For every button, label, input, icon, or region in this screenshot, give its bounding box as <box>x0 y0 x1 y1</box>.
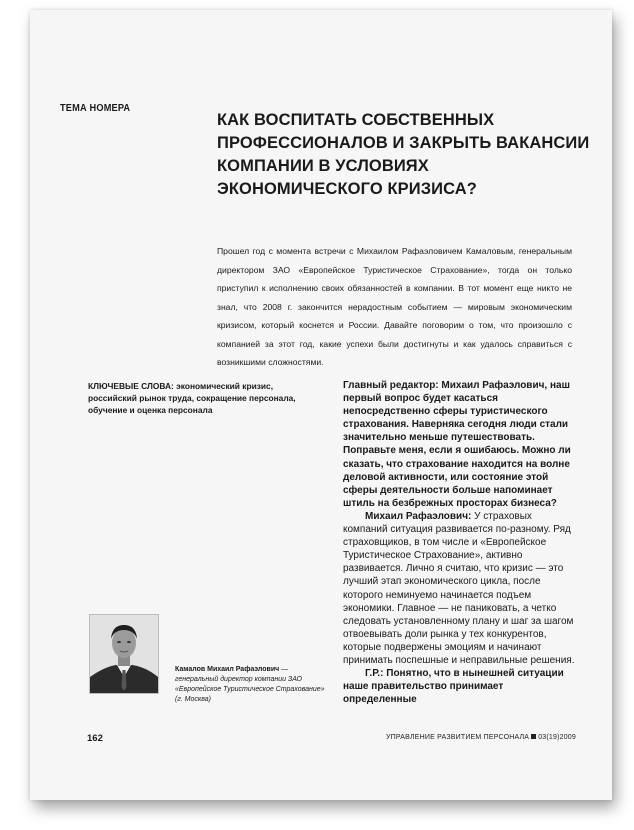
running-footer <box>343 734 576 741</box>
portrait-image <box>90 615 158 693</box>
answer-paragraph <box>343 510 577 667</box>
article-title: КАК ВОСПИТАТЬ СОБСТВЕННЫХ ПРОФЕССИОНАЛОВ И ЗАКРЫТЬ ВАКАНСИИ КОМПАНИИ В УСЛОВИЯХ ЭКОНОМИЧЕСКОГО КРИЗИСА? <box>217 111 590 198</box>
caption-role: — генеральный директор компании ЗАО «Европейское Туристическое Страхование» (г. Москва) <box>175 666 325 703</box>
answer-text: У страховых компаний ситуация развивается по-разному. Ряд страховщиков, в том числе и «Европейское Туристическое Страхование», активно развивается. Лично я считаю, что кризис — это лучший этап экономического цикла, после которого неминуемо начинается подъем экономики. Главное — не паниковать, а четко следовать установленному плану и шаг за шагом отвоевывать доли рынка у тех конкурентов, которые подвержены эмоциям и начинают принимать поспешные и неправильные решения. <box>343 510 575 666</box>
article-lead: Прошел год с момента встречи с Михаилом Рафаэловичем Камаловым, генеральным директором ЗАО «Европейское Туристическое Страхование», тогда он только приступил к исполнению своих обязанностей в компании. В тот момент еще никто не знал, что 2008 г. закончится нерадостным событием — мировым экономическим кризисом, который коснется и России. Давайте поговорим о том, что произошло с компанией за этот год, какие успехи были достигнуты и как удалось справиться с возникшими сложностями. <box>217 246 572 367</box>
photo-caption <box>175 665 330 705</box>
section-label: ТЕМА НОМЕРА <box>60 103 131 114</box>
issue-number: 03(19)2009 <box>538 734 576 741</box>
interview-column <box>343 379 577 706</box>
question-paragraph: Главный редактор: Михаил Рафаэлович, наш первый вопрос будет касаться непосредственно сферы туристического страхования. Наверняка сегодня люди стали значительно меньше путешествовать. Поправьте меня, если я ошибаюсь. Можно ли сказать, что страхование находится на волне деловой активности, или состояние этой сферы деятельности больше напоминает штиль на безбрежных просторах бизнеса? <box>343 380 571 509</box>
keywords: КЛЮЧЕВЫЕ СЛОВА: экономический кризис, российский рынок труда, сокращение персонала, обучение и оценка персонала <box>88 381 296 415</box>
portrait-photo <box>89 614 159 694</box>
caption-name: Камалов Михаил Рафаэлович <box>175 666 280 673</box>
question-paragraph-2: Г.Р.: Понятно, что в нынешней ситуации наше правительство принимает определенные <box>343 668 564 706</box>
answer-speaker: Михаил Рафаэлович: <box>365 510 472 522</box>
separator-square-icon <box>531 734 536 739</box>
page-number: 162 <box>87 733 103 744</box>
journal-name: УПРАВЛЕНИЕ РАЗВИТИЕМ ПЕРСОНАЛА <box>386 734 530 741</box>
